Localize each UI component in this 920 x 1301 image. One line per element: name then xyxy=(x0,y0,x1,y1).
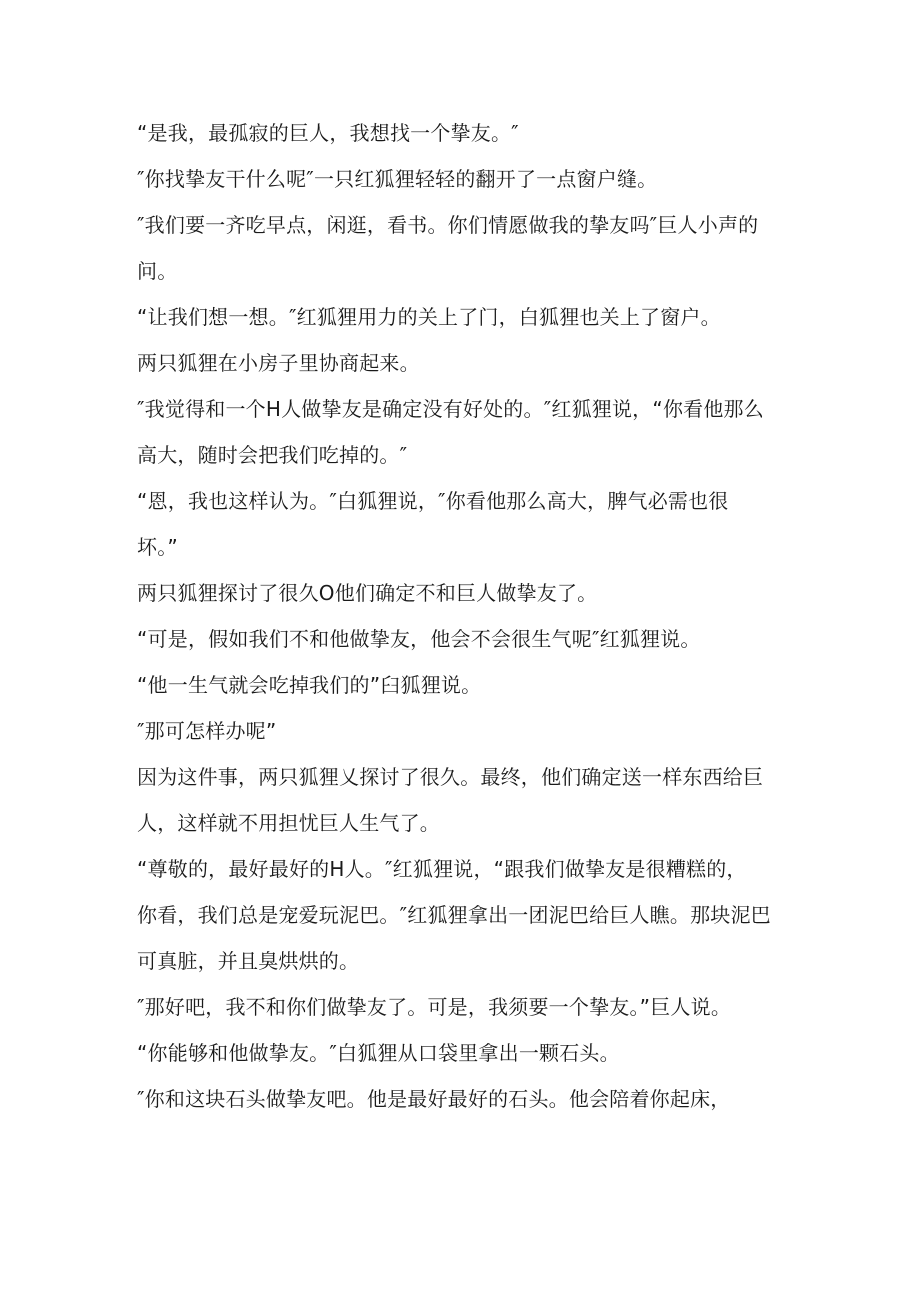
text-line: “尊敬的，最好最好的H人。″红狐狸说，“跟我们做挚友是很糟糕的， xyxy=(137,857,747,881)
text-line: “是我，最孤寂的巨人，我想找一个挚友。″ xyxy=(137,121,519,145)
text-line: 人，这样就不用担忧巨人生气了。 xyxy=(137,811,440,835)
text-line: “你能够和他做挚友。″白狐狸从口袋里拿出一颗石头。 xyxy=(137,1041,620,1065)
text-line: ″你找挚友干什么呢″一只红狐狸轻轻的翻开了一点窗户缝。 xyxy=(137,167,658,191)
text-line: 可真脏，并且臭烘烘的。 xyxy=(137,949,360,973)
text-line: 因为这件事，两只狐狸乂探讨了很久。最终，他们确定送一样东西给巨 xyxy=(137,765,764,789)
text-line: ″我觉得和一个H人做挚友是确定没有好处的。″红狐狸说，“你看他那么 xyxy=(137,397,764,421)
text-line: ″我们要一齐吃早点，闲逛，看书。你们情愿做我的挚友吗″巨人小声的 xyxy=(137,213,759,237)
text-line: 两只狐狸在小房子里协商起来。 xyxy=(137,351,420,375)
text-line: 高大，随时会把我们吃掉的。″ xyxy=(137,443,408,467)
text-line: ″你和这块石头做挚友吧。他是最好最好的石头。他会陪着你起床， xyxy=(137,1087,731,1111)
text-line: “他一生气就会吃掉我们的”臼狐狸说。 xyxy=(137,673,482,697)
story-text xyxy=(137,110,787,1122)
text-line: “恩，我也这样认为。″白狐狸说，″你看他那么高大，脾气必需也很 xyxy=(137,489,729,513)
text-line: “让我们想一想。″红狐狸用力的关上了门，白狐狸也关上了窗户。 xyxy=(137,305,721,329)
text-line: 你看，我们总是宠爱玩泥巴。″红狐狸拿出一团泥巴给巨人瞧。那块泥巴 xyxy=(137,903,771,927)
text-line: “可是，假如我们不和他做挚友，他会不会很生气呢″红狐狸说。 xyxy=(137,627,701,651)
text-line: 两只狐狸探讨了很久O他们确定不和巨人做挚友了。 xyxy=(137,581,598,605)
text-line: ″那可怎样办呢” xyxy=(137,719,277,743)
text-line: 问。 xyxy=(137,259,178,283)
text-line: ″那好吧，我不和你们做挚友了。可是，我须要一个挚友。”巨人说。 xyxy=(137,995,732,1019)
text-line: 坏。” xyxy=(137,535,178,559)
